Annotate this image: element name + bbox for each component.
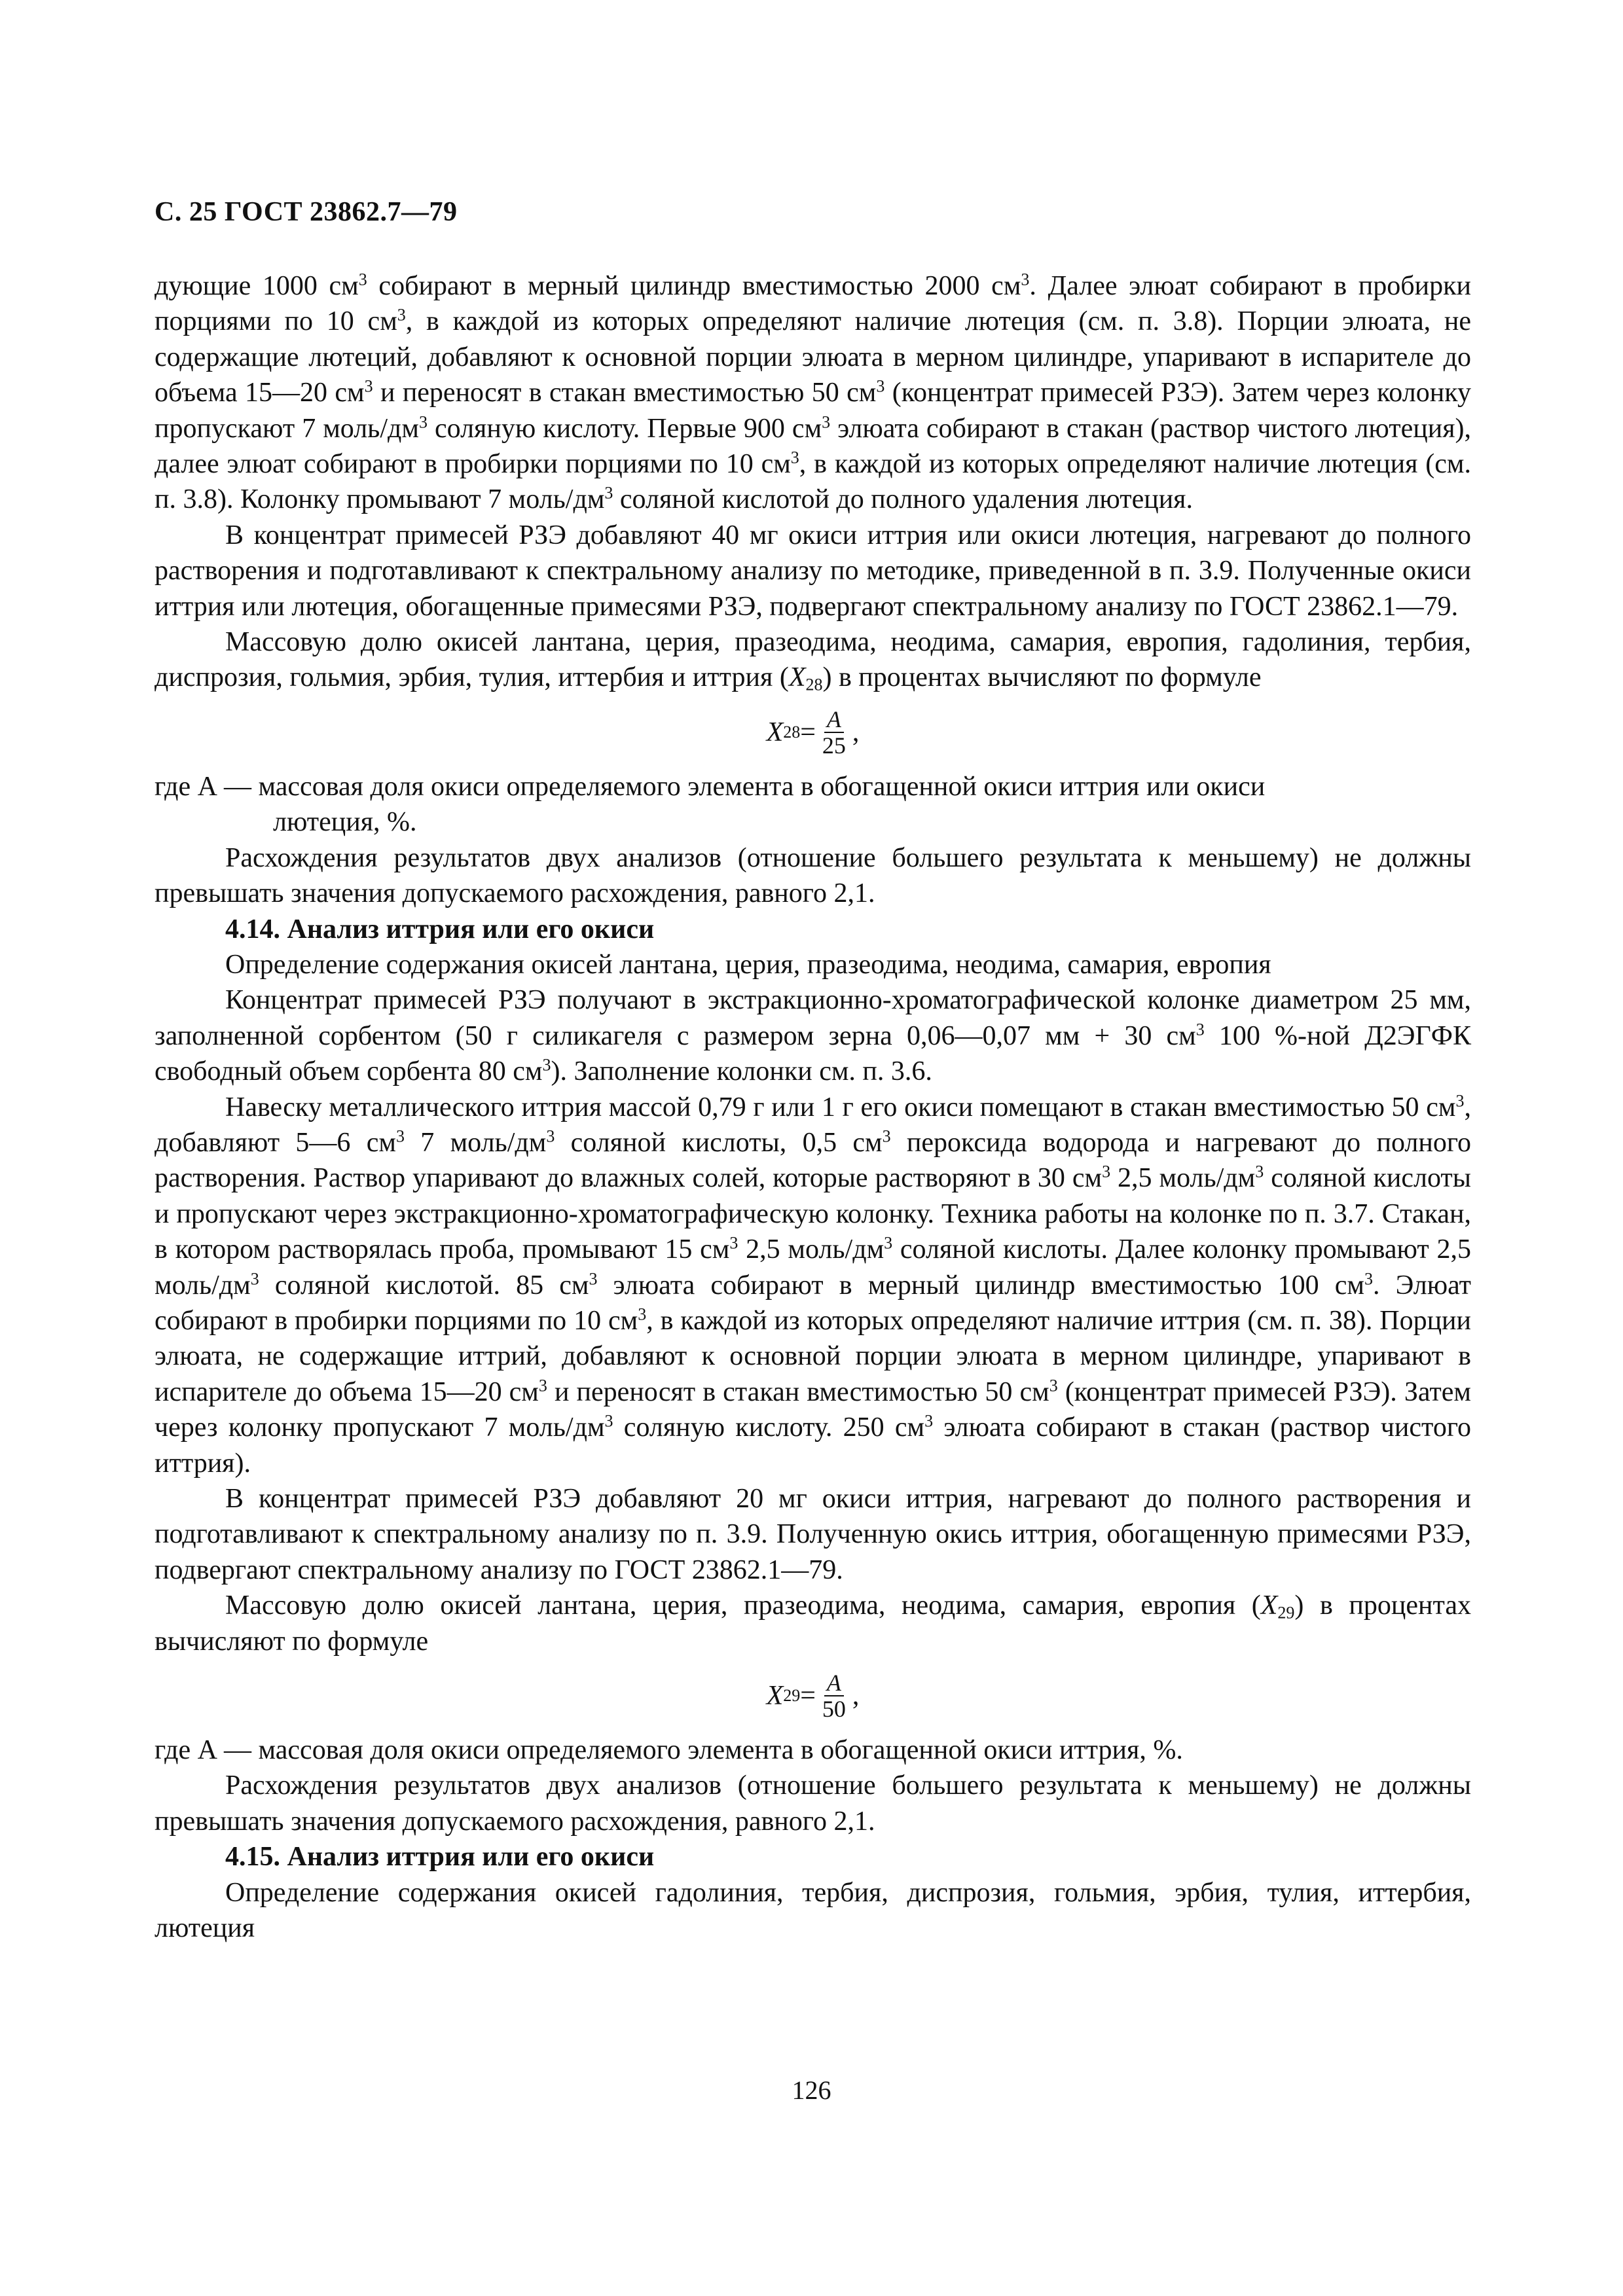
paragraph-4: Расхождения результатов двух анализов (отношение большего результата к меньшему) не должны превышать значения допускаемого расхождения, равного 2,1. (155, 842, 1471, 909)
paragraph-11: Определение содержания окисей гадолиния, тербия, диспрозия, гольмия, эрбия, тулия, иттербия, лютеция (155, 1877, 1471, 1944)
paragraph-2: В концентрат примесей РЗЭ добавляют 40 мг окиси иттрия или окиси лютеция, нагревают до полного растворения и подготавливают к спектральному анализу по методике, приведенной в п. 3.9. Полученные окиси иттрия или лютеция, обогащенные примесями РЗЭ, подвергают спектральному анализу по ГОСТ 23862.1—79. (155, 520, 1471, 622)
where-clause-2: где A — массовая доля окиси определяемого элемента в обогащенной окиси иттрия, %. (155, 1735, 1183, 1766)
fraction: $\frac{A}{25}$ (822, 706, 846, 759)
paragraph-5: Определение содержания окисей лантана, церия, празеодима, неодима, самария, европия (225, 949, 1271, 980)
paragraph-10: Расхождения результатов двух анализов (отношение большего результата к меньшему) не должны превышать значения допускаемого расхождения, равного 2,1. (155, 1770, 1471, 1837)
fraction: $\frac{A}{50}$ (822, 1670, 846, 1723)
formula-x28: X 28 = $\frac{A}{25}$ , (766, 706, 860, 759)
paragraph-6: Концентрат примесей РЗЭ получают в экстракционно-хроматографической колонке диаметром 25 мм, заполненной сорбентом (50 г силикагеля с размером зерна 0,06—0,07 мм + 30 $см^3$ 100 %-ной Д2ЭГФК свободный объем сорбента 80 $см^3$). Заполнение колонки см. п. 3.6. (155, 985, 1471, 1087)
page-content (155, 268, 1471, 1946)
paragraph-3: Массовую долю окисей лантана, церия, празеодима, неодима, самария, европия, гадолиния, тербия, диспрозия, гольмия, эрбия, тулия, иттербия и иттрия $(X_{28})$ в процентах вычисляют по формуле (155, 627, 1471, 694)
section-heading-4-14: 4.14. Анализ иттрия или его окиси (225, 914, 655, 944)
paragraph-9: Массовую долю окисей лантана, церия, празеодима, неодима, самария, европия $(X_{29})$ в процентах вычисляют по формуле (155, 1590, 1471, 1657)
page-number: 126 (792, 2075, 831, 2105)
paragraph-1: дующие 1000 $см^3$ собирают в мерный цилиндр вместимостью 2000 $см^3$. Далее элюат собирают в пробирки порциями по 10 $см^3$, в каждой из которых определяют наличие лютеция (см. п. 3.8). Порции элюата, не содержащие лютеций, добавляют к основной порции элюата в мерном цилиндре, упаривают в испарителе до объема 15—20 $см^3$ и переносят в стакан вместимостью 50 $см^3$ (концентрат примесей РЗЭ). Затем через колонку пропускают 7 моль/$дм^3$ соляную кислоту. Первые 900 $см^3$ элюата собирают в стакан (раствор чистого лютеция), далее элюат собирают в пробирки порциями по 10 $см^3$, в каждой из которых определяют наличие лютеция (см. п. 3.8). Колонку промывают 7 моль/$дм^3$ соляной кислотой до полного удаления лютеция. (155, 270, 1472, 515)
section-heading-4-15: 4.15. Анализ иттрия или его окиси (225, 1842, 655, 1873)
formula-x29: X 29 = $\frac{A}{50}$ , (766, 1670, 860, 1723)
paragraph-8: В концентрат примесей РЗЭ добавляют 20 мг окиси иттрия, нагревают до полного растворения и подготавливают к спектральному анализу по п. 3.9. Полученную окись иттрия, обогащенную примесями РЗЭ, подвергают спектральному анализу по ГОСТ 23862.1—79. (155, 1484, 1471, 1585)
paragraph-7: Навеску металлического иттрия массой 0,79 г или 1 г его окиси помещают в стакан вместимостью 50 $см^3$, добавляют 5—6 $см^3$ 7 моль/$дм^3$ соляной кислоты, 0,5 $см^3$ пероксида водорода и нагревают до полного растворения. Раствор упаривают до влажных солей, которые растворяют в 30 $см^3$ 2,5 моль/$дм^3$ соляной кислоты и пропускают через экстракционно-хроматографическую колонку. Техника работы на колонке по п. 3.7. Стакан, в котором растворялась проба, промывают 15 $см^3$ 2,5 моль/$дм^3$ соляной кислоты. Далее колонку промывают 2,5 моль/$дм^3$ соляной кислотой. 85 $см^3$ элюата собирают в мерный цилиндр вместимостью 100 $см^3$. Элюат собирают в пробирки порциями по 10 $см^3$, в каждой из которых определяют наличие иттрия (см. п. 38). Порции элюата, не содержащие иттрий, добавляют к основной порции элюата в мерном цилиндре, упаривают в испарителе до объема 15—20 $см^3$ и переносят в стакан вместимостью 50 $см^3$ (концентрат примесей РЗЭ). Затем через колонку пропускают 7 моль/$дм^3$ соляную кислоту. 250 $см^3$ элюата собирают в стакан (раствор чистого иттрия). (155, 1091, 1472, 1479)
where-clause-1: где A — массовая доля окиси определяемого элемента в обогащенной окиси иттрия или окиси лютеция, %. (155, 771, 1266, 838)
running-head: С. 25 ГОСТ 23862.7—79 (155, 197, 458, 227)
